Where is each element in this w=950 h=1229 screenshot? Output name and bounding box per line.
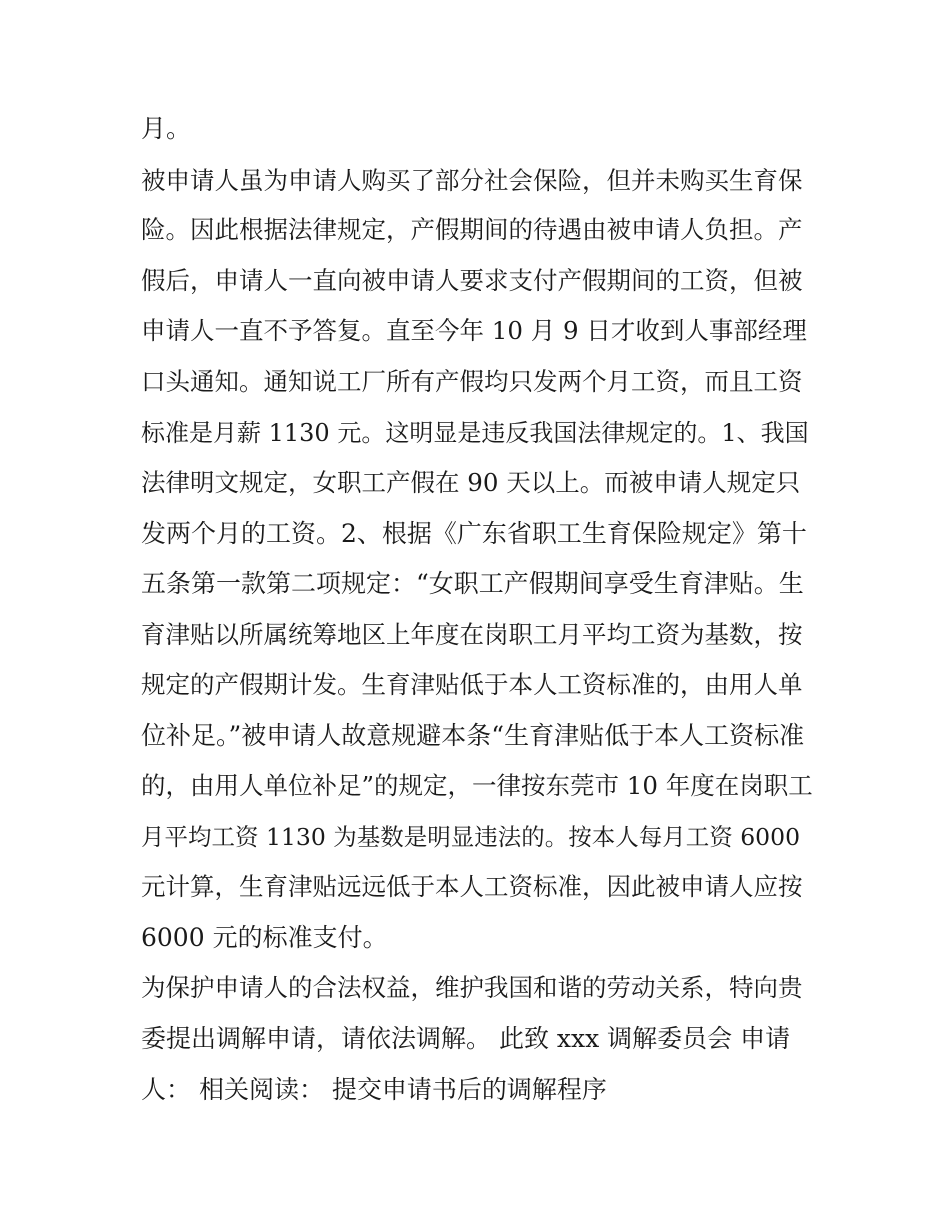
- text-line: 位补足。”被申请人故意规避本条“生育津贴低于本人工资标准: [141, 721, 805, 750]
- text-line: 育津贴以所属统筹地区上年度在岗职工月平均工资为基数，按: [141, 620, 803, 649]
- text-line: 月。: [141, 114, 192, 143]
- text-line: 元计算，生育津贴远远低于本人工资标准，因此被申请人应按: [141, 872, 803, 901]
- text-line: 被申请人虽为申请人购买了部分社会保险，但并未购买生育保: [141, 166, 803, 195]
- text-line: 月平均工资 1130 为基数是明显违法的。按本人每月工资 6000: [141, 823, 801, 851]
- text-line: 的，由用人单位补足”的规定，一律按东莞市 10 年度在岗职工: [141, 771, 813, 800]
- text-line: 法律明文规定，女职工产假在 90 天以上。而被申请人规定只: [141, 468, 801, 497]
- text-line: 口头通知。通知说工厂所有产假均只发两个月工资，而且工资: [141, 367, 803, 396]
- text-line: 6000 元的标准支付。: [141, 923, 388, 952]
- text-line: 申请人一直不予答复。直至今年 10 月 9 日才收到人事部经理: [141, 316, 807, 345]
- text-line: 标准是月薪 1130 元。这明显是违反我国法律规定的。1、我国: [141, 419, 809, 447]
- text-line: 规定的产假期计发。生育津贴低于本人工资标准的，由用人单: [141, 670, 803, 699]
- text-line: 人： 相关阅读： 提交申请书后的调解程序: [141, 1075, 607, 1104]
- text-line: 为保护申请人的合法权益，维护我国和谐的劳动关系，特向贵: [141, 973, 803, 1002]
- text-line: 发两个月的工资。2、根据《广东省职工生育保险规定》第十: [141, 519, 807, 548]
- text-line: 假后，申请人一直向被申请人要求支付产假期间的工资，但被: [141, 266, 803, 295]
- text-line: 委提出调解申请，请依法调解。 此致 xxx 调解委员会 申请: [141, 1024, 791, 1053]
- text-line: 五条第一款第二项规定：“女职工产假期间享受生育津贴。生: [141, 569, 804, 598]
- text-line: 险。因此根据法律规定，产假期间的待遇由被申请人负担。产: [141, 215, 803, 244]
